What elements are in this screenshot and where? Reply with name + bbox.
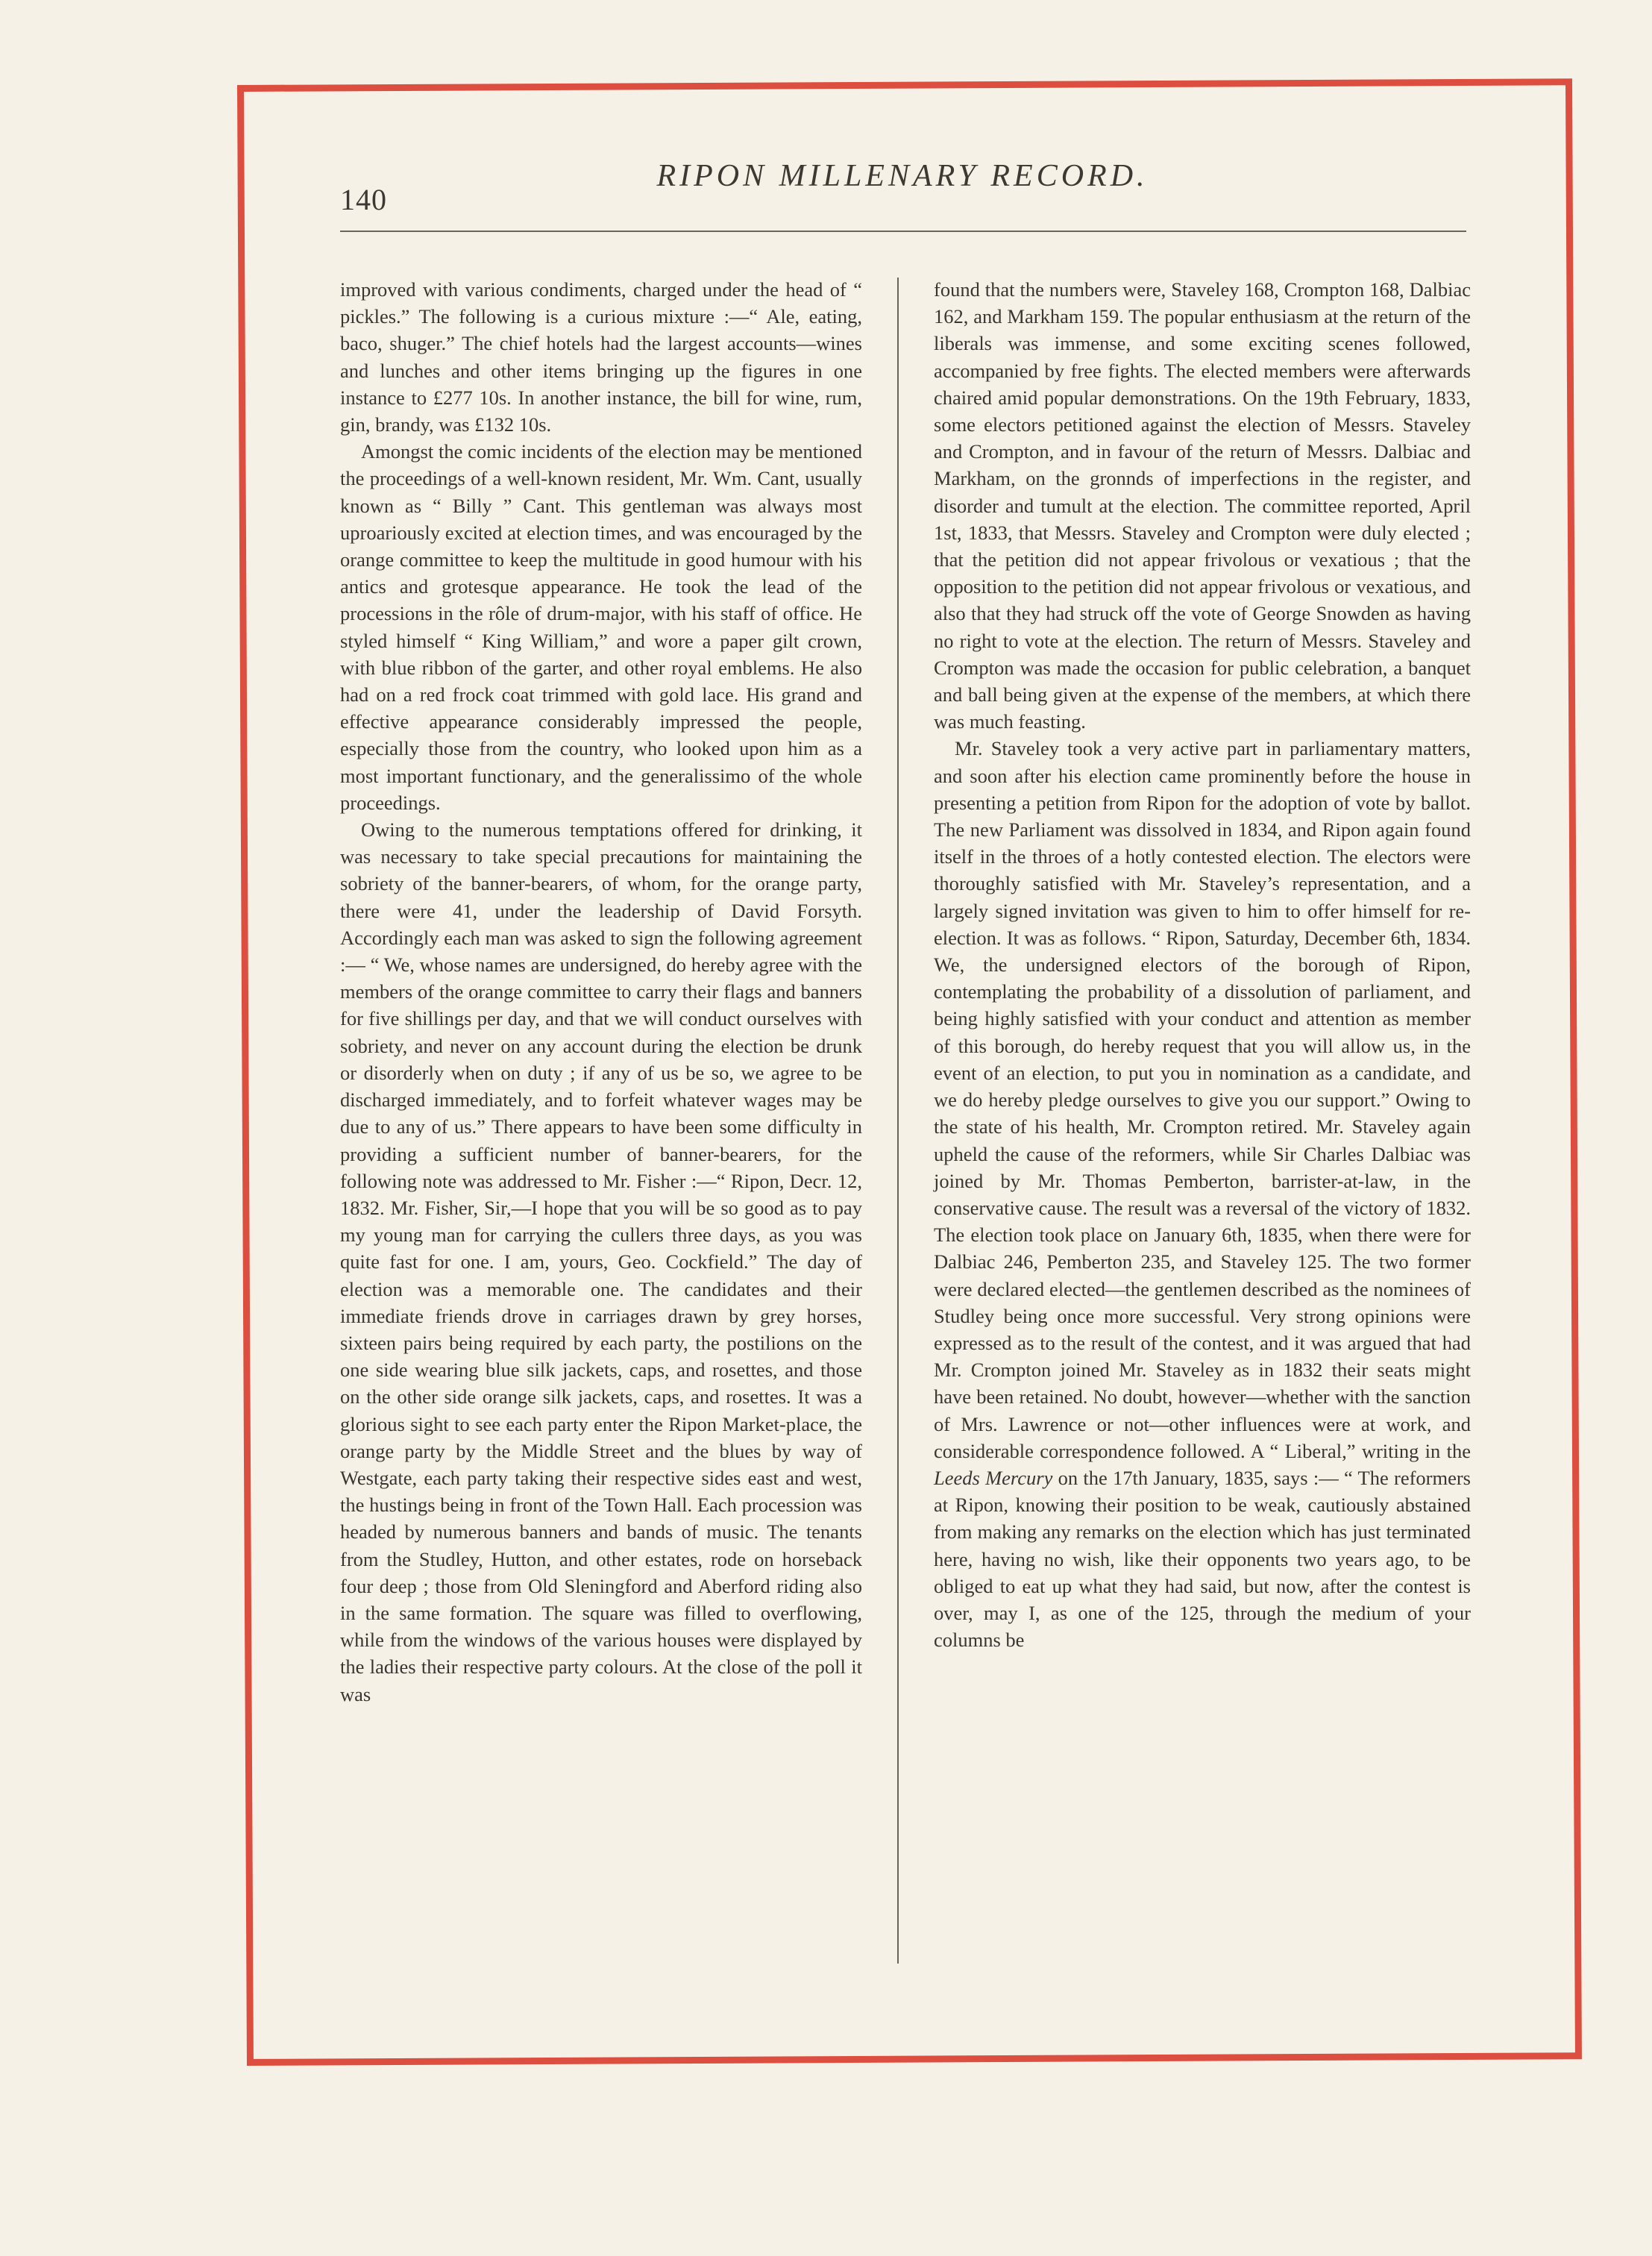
right-column [934, 276, 1471, 1653]
paragraph-text: on the 17th January, 1835, says :— “ The reformers at Ripon, knowing their position to be weak, cautiously abstained from making any remarks on the election which has just terminated here, having no wish, like their opponents two years ago, to be obliged to eat up what they had said, but now, after the contest is over, may I, as one of the 125, through the medium of your columns be [934, 1466, 1471, 1652]
page-number: 140 [340, 183, 387, 216]
running-head: RIPON MILLENARY RECORD. [656, 159, 1149, 193]
paragraph-text: Mr. Staveley took a very active part in parliamentary matters, and soon after his election came prominently before the house in presenting a petition from Ripon for the adoption of vote by ballot. The new Parliament was dissolved in 1834, and Ripon again found itself in the throes of a hotly contested election. The electors were thoroughly satisfied with Mr. Staveley’s representation, and a largely signed invitation was given to him to offer himself for re-election. It was as follows. “ Ripon, Saturday, December 6th, 1834. We, the undersigned electors of the borough of Ripon, contemplating the probability of a dissolution of parliament, and being highly satisfied with your conduct and attention as member of this borough, do hereby request that you will allow us, in the event of an election, to put you in nomination as a candidate, and we do hereby pledge ourselves to give you our support.” Owing to the state of his health, Mr. Crompton retired. Mr. Staveley again upheld the cause of the reformers, while Sir Charles Dalbiac was joined by Mr. Thomas Pemberton, barrister-at-law, in the conservative cause. The result was a reversal of the victory of 1832. The election took place on January 6th, 1835, when there were for Dalbiac 246, Pemberton 235, and Staveley 125. The two former were declared elected—the gentlemen described as the nominees of Studley being once more successful. Very strong opinions were expressed as to the result of the contest, and it was argued that had Mr. Crompton joined Mr. Staveley as in 1832 their seats might have been retained. No doubt, however—whether with the sanction of Mrs. Lawrence or not—other influences were at work, and considerable correspondence followed. A “ Liberal,” writing in the [934, 737, 1471, 1462]
newspaper-title: Leeds Mercury [934, 1466, 1053, 1489]
paragraph: Amongst the comic incidents of the election may be mentioned the proceedings of a well-known resident, Mr. Wm. Cant, usually known as “ Billy ” Cant. This gentleman was always most uproariously excited at election times, and was encouraged by the orange committee to keep the multitude in good humour with his antics and grotesque appearance. He took the lead of the processions in the rôle of drum-major, with his staff of office. He styled himself “ King William,” and wore a paper gilt crown, with blue ribbon of the garter, and other royal emblems. He also had on a red frock coat trimmed with gold lace. His grand and effective appearance considerably impressed the people, especially those from the country, who looked upon him as a most important functionary, and the generalissimo of the whole proceedings. [340, 440, 862, 814]
paragraph [934, 735, 1471, 1653]
paragraph: Owing to the numerous temptations offered for drinking, it was necessary to take special precautions for maintaining the sobriety of the banner-bearers, of whom, for the orange party, there were 41, under the leadership of David Forsyth. Accordingly each man was asked to sign the following agreement :— “ We, whose names are undersigned, do hereby agree with the members of the orange committee to carry their flags and banners for five shillings per day, and that we will conduct ourselves with sobriety, and never on any account during the election be drunk or disorderly when on duty ; if any of us be so, we agree to be discharged immediately, and to forfeit whatever wages may be due to any of us.” There appears to have been some difficulty in providing a sufficient number of banner-bearers, for the following note was addressed to Mr. Fisher :—“ Ripon, Decr. 12, 1832. Mr. Fisher, Sir,—I hope that you will be so good as to pay my young man for carrying the cullers three days, as you was quite fast for one. I am, yours, Geo. Cockfield.” The day of election was a memorable one. The candidates and their immediate friends drove in carriages drawn by grey horses, sixteen pairs being required by each party, the postilions on the one side wearing blue silk jackets, caps, and rosettes, and those on the other side orange silk jackets, caps, and rosettes. It was a glorious sight to see each party enter the Ripon Market-place, the orange party by the Middle Street and the blues by way of Westgate, each party taking their respective sides east and west, the hustings being in front of the Town Hall. Each procession was headed by numerous banners and bands of music. The tenants from the Studley, Hutton, and other estates, rode on horseback four deep ; those from Old Sleningford and Aberford riding also in the same formation. The square was filled to overflowing, while from the windows of the various houses were displayed by the ladies their respective party colours. At the close of the poll it was [340, 818, 862, 1705]
paragraph: improved with various condiments, charged under the head of “ pickles.” The following is a curious mixture :—“ Ale, eating, baco, shuger.” The chief hotels had the largest accounts—wines and lunches and other items bringing up the figures in one instance to £277 10s. In another instance, the bill for wine, rum, gin, brandy, was £132 10s. [340, 278, 862, 436]
left-column [340, 276, 862, 1708]
header-rule [340, 231, 1466, 232]
column-rule [897, 278, 899, 1964]
paragraph: found that the numbers were, Staveley 168, Crompton 168, Dalbiac 162, and Markham 159. The popular enthusiasm at the return of the liberals was immense, and some exciting scenes followed, accompanied by free fights. The elected members were afterwards chaired amid popular demonstrations. On the 19th February, 1833, some electors petitioned against the election of Messrs. Staveley and Crompton, and in favour of the return of Messrs. Dalbiac and Markham, on the gronnds of imperfections in the register, and disorder and tumult at the election. The committee reported, April 1st, 1833, that Messrs. Staveley and Crompton were duly elected ; that the petition did not appear frivolous or vexatious ; that the opposition to the petition did not appear frivolous or vexatious, and also that they had struck off the vote of George Snowden as having no right to vote at the election. The return of Messrs. Staveley and Crompton was made the occasion for public celebration, a banquet and ball being given at the expense of the members, at which there was much feasting. [934, 278, 1471, 733]
